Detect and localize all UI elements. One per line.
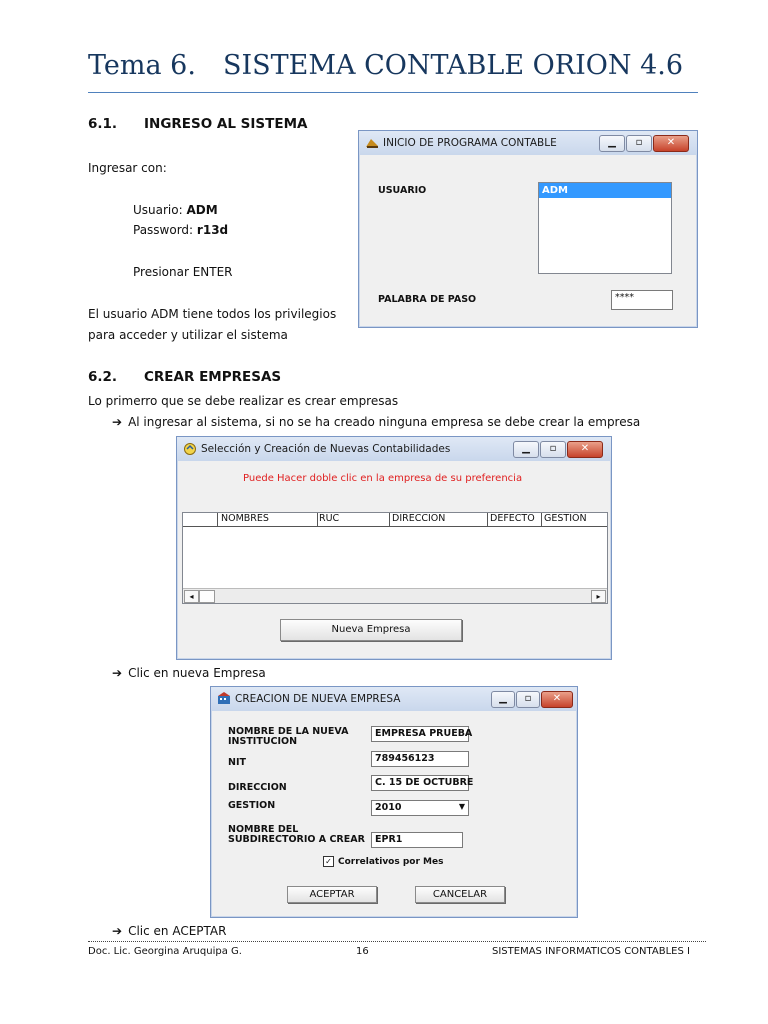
section-number: 6.1.	[88, 116, 118, 132]
usuario-value: ADM	[186, 203, 218, 217]
login-window	[358, 130, 698, 328]
new-company-button[interactable]: Nueva Empresa	[280, 619, 462, 641]
selection-hint: Puede Hacer doble clic en la empresa de su preferencia	[243, 473, 523, 484]
program-icon	[365, 136, 379, 149]
scroll-right-arrow-icon[interactable]: ▸	[591, 590, 606, 603]
institution-label	[228, 727, 348, 747]
password-value: r13d	[196, 223, 229, 237]
minimize-button[interactable]: ▁	[491, 691, 515, 708]
title-rule	[88, 92, 698, 93]
palabra-label: PALABRA DE PASO	[378, 294, 477, 305]
section-title: INGRESO AL SISTEMA	[144, 116, 308, 132]
column-header[interactable]: RUC	[316, 513, 390, 526]
close-button[interactable]: ✕	[653, 135, 689, 152]
label-line: NOMBRE DE LA NUEVA	[228, 726, 349, 737]
section-title: CREAR EMPRESAS	[144, 369, 282, 385]
nit-label: NIT	[228, 757, 246, 768]
minimize-button[interactable]: ▁	[513, 441, 539, 458]
footer-page-number: 16	[356, 946, 369, 957]
column-header[interactable]: DIRECCION	[389, 513, 488, 526]
bullet-1	[112, 413, 640, 431]
institution-input[interactable]: EMPRESA PRUEBA	[371, 726, 469, 742]
selection-titlebar	[177, 437, 611, 461]
scroll-thumb[interactable]	[199, 590, 215, 603]
gestion-value: 2010	[375, 802, 402, 813]
horizontal-scrollbar[interactable]	[183, 588, 607, 603]
checkbox-label: Correlativos por Mes	[338, 857, 444, 867]
bullet-2	[112, 664, 266, 682]
selection-window	[176, 436, 612, 660]
subdirectory-input[interactable]: EPR1	[371, 832, 463, 848]
footer-course: SISTEMAS INFORMATICOS CONTABLES I	[492, 946, 690, 957]
usuario-line	[133, 201, 218, 219]
password-label: Password:	[133, 223, 197, 237]
user-list-item[interactable]: ADM	[539, 183, 671, 198]
arrow-icon: ➔	[112, 924, 123, 938]
company-grid[interactable]	[182, 512, 608, 604]
subdirectory-label	[228, 825, 365, 845]
direccion-label: DIRECCION	[228, 782, 287, 793]
column-header[interactable]: NOMBRES	[218, 513, 318, 526]
scroll-left-arrow-icon[interactable]: ◂	[184, 590, 199, 603]
title-prefix: Tema 6.	[88, 50, 196, 81]
direccion-input[interactable]: C. 15 DE OCTUBRE	[371, 775, 469, 791]
bullet-3	[112, 922, 226, 940]
presionar-text: Presionar ENTER	[133, 265, 233, 279]
intro-text: Lo primerro que se debe realizar es crear empresas	[88, 394, 399, 408]
privilegios-line-2: para acceder y utilizar el sistema	[88, 328, 288, 342]
bullet-text: Clic en nueva Empresa	[128, 666, 266, 680]
section-heading-6-1	[88, 116, 307, 132]
bullet-text: Al ingresar al sistema, si no se ha creado ninguna empresa se debe crear la empresa	[128, 415, 641, 429]
bullet-text: Clic en ACEPTAR	[128, 924, 227, 938]
arrow-icon: ➔	[112, 666, 123, 680]
maximize-button[interactable]: ▫	[626, 135, 652, 152]
footer-rule	[88, 941, 706, 942]
chevron-down-icon[interactable]: ▼	[458, 802, 465, 811]
maximize-button[interactable]: ▫	[540, 441, 566, 458]
minimize-button[interactable]: ▁	[599, 135, 625, 152]
column-header[interactable]: GESTION	[544, 513, 587, 524]
selection-title: Selección y Creación de Nuevas Contabilidades	[201, 443, 451, 455]
title-main: SISTEMA CONTABLE ORION 4.6	[223, 50, 684, 81]
login-titlebar	[359, 131, 697, 155]
arrow-icon: ➔	[112, 415, 123, 429]
correlativos-checkbox-row[interactable]	[323, 856, 443, 867]
usuario-label: USUARIO	[378, 185, 427, 196]
column-header[interactable]: DEFECTO	[487, 513, 542, 526]
label-line: SUBDIRECTORIO A CREAR	[228, 834, 365, 845]
password-line	[133, 221, 228, 239]
checkbox[interactable]: ✓	[323, 856, 334, 867]
footer-author: Doc. Lic. Georgina Aruquipa G.	[88, 946, 242, 957]
close-button[interactable]: ✕	[567, 441, 603, 458]
new-company-window	[210, 686, 578, 918]
label-line: INSTITUCION	[228, 736, 298, 747]
privilegios-line-1: El usuario ADM tiene todos los privilegios	[88, 307, 337, 321]
ingresar-text: Ingresar con:	[88, 161, 167, 175]
page-title	[88, 50, 684, 81]
new-company-titlebar	[211, 687, 577, 711]
gestion-select[interactable]	[371, 800, 469, 816]
cancel-button[interactable]: CANCELAR	[415, 886, 505, 903]
password-input[interactable]: ****	[611, 290, 673, 310]
maximize-button[interactable]: ▫	[516, 691, 540, 708]
gestion-label: GESTION	[228, 800, 276, 811]
accept-button[interactable]: ACEPTAR	[287, 886, 377, 903]
building-icon	[217, 692, 231, 705]
new-company-title: CREACION DE NUEVA EMPRESA	[235, 693, 401, 705]
user-listbox[interactable]	[538, 182, 672, 274]
login-title: INICIO DE PROGRAMA CONTABLE	[383, 137, 557, 149]
section-heading-6-2	[88, 369, 281, 385]
usuario-label: Usuario:	[133, 203, 187, 217]
grid-header	[183, 513, 607, 527]
nit-input[interactable]: 789456123	[371, 751, 469, 767]
close-button[interactable]: ✕	[541, 691, 573, 708]
label-line: NOMBRE DEL	[228, 824, 299, 835]
program-icon	[183, 442, 197, 455]
section-number: 6.2.	[88, 369, 118, 385]
